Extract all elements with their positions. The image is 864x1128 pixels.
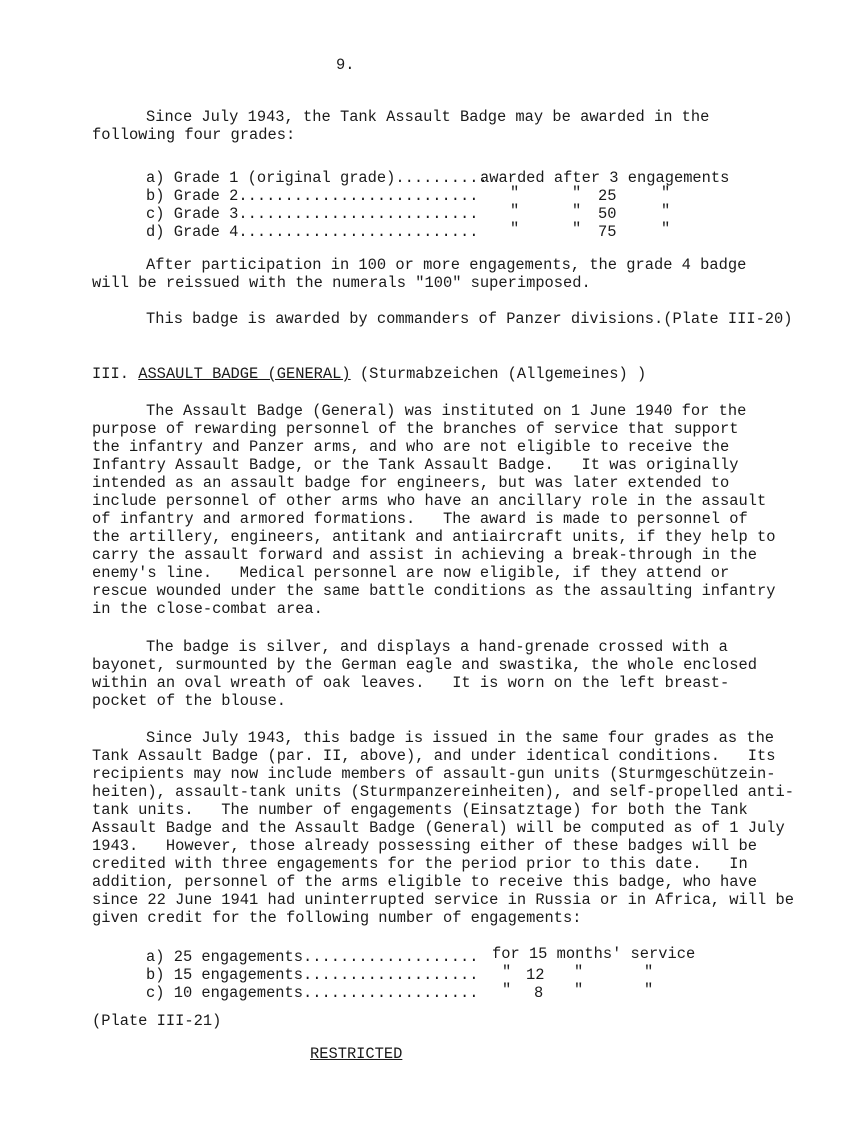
grade-b-number: 25 <box>598 187 617 205</box>
para1-line-8: the artillery, engineers, antitank and antiaircraft units, if they help to <box>92 528 776 546</box>
restricted-footer: RESTRICTED <box>310 1045 403 1063</box>
grade-d-ditto-2: " <box>572 220 582 238</box>
para1-line-12: in the close-combat area. <box>92 600 323 618</box>
para1-line-7: of infantry and armored formations. The award is made to personnel of <box>92 510 748 528</box>
credit-b-ditto-2: " <box>574 963 584 981</box>
para1-line-10: enemy's line. Medical personnel are now eligible, if they attend or <box>92 564 730 582</box>
para1-line-6: include personnel of other arms who have an ancillary role in the assault <box>92 492 767 510</box>
credit-c-ditto-1: " <box>502 981 512 999</box>
para2-line-3: within an oval wreath of oak leaves. It is worn on the left breast- <box>92 674 730 692</box>
credit-a-label: a) 25 engagements................... <box>146 948 479 966</box>
credit-c-months: 8 <box>534 984 544 1002</box>
para1-line-2: purpose of rewarding personnel of the branches of service that support <box>92 420 739 438</box>
grade-c-ditto-2: " <box>572 202 582 220</box>
para1-line-4: Infantry Assault Badge, or the Tank Assault Badge. It was originally <box>92 456 739 474</box>
credit-c-label: c) 10 engagements................... <box>146 984 479 1002</box>
after-line-1: After participation in 100 or more engagements, the grade 4 badge <box>146 256 747 274</box>
grade-b-ditto-3: " <box>661 184 671 202</box>
para3-line-7: 1943. However, those already possessing either of these badges will be <box>92 837 757 855</box>
section-number: III. <box>92 365 129 383</box>
credit-c-ditto-2: " <box>574 981 584 999</box>
grade-d-label: d) Grade 4.......................... <box>146 223 479 241</box>
section-title: ASSAULT BADGE (GENERAL) <box>138 365 351 383</box>
grade-c-ditto-1: " <box>510 202 520 220</box>
credit-b-label: b) 15 engagements................... <box>146 966 479 984</box>
grade-a-label: a) Grade 1 (original grade).......... <box>146 169 488 187</box>
grade-c-number: 50 <box>598 205 617 223</box>
plate-reference: (Plate III-21) <box>92 1012 222 1030</box>
grade-a-when: awarded after 3 engagements <box>480 169 730 187</box>
para1-line-1: The Assault Badge (General) was instituted on 1 June 1940 for the <box>146 402 747 420</box>
para3-line-11: given credit for the following number of engagements: <box>92 909 582 927</box>
para1-line-3: the infantry and Panzer arms, and who are not eligible to receive the <box>92 438 730 456</box>
credit-a-text: for 15 months' service <box>492 945 696 963</box>
para3-line-9: addition, personnel of the arms eligible to receive this badge, who have <box>92 873 757 891</box>
para3-line-8: credited with three engagements for the period prior to this date. In <box>92 855 748 873</box>
para3-line-5: tank units. The number of engagements (Einsatztage) for both the Tank <box>92 801 748 819</box>
credit-b-ditto-1: " <box>502 963 512 981</box>
section-subtitle: (Sturmabzeichen (Allgemeines) ) <box>359 365 647 383</box>
grade-c-ditto-3: " <box>661 202 671 220</box>
grade-d-number: 75 <box>598 223 617 241</box>
grade-d-ditto-3: " <box>661 220 671 238</box>
para3-line-3: recipients may now include members of assault-gun units (Sturmgeschützein- <box>92 765 776 783</box>
intro-line-1: Since July 1943, the Tank Assault Badge may be awarded in the <box>146 108 710 126</box>
para3-line-10: since 22 June 1941 had uninterrupted service in Russia or in Africa, will be <box>92 891 794 909</box>
grade-b-label: b) Grade 2.......................... <box>146 187 479 205</box>
credit-b-ditto-3: " <box>644 963 654 981</box>
para2-line-4: pocket of the blouse. <box>92 692 286 710</box>
para3-line-2: Tank Assault Badge (par. II, above), and under identical conditions. Its <box>92 747 776 765</box>
section-heading <box>92 365 646 383</box>
grade-d-ditto-1: " <box>510 220 520 238</box>
after-line-2: will be reissued with the numerals "100" superimposed. <box>92 274 591 292</box>
credit-b-months: 12 <box>526 966 545 984</box>
para3-line-1: Since July 1943, this badge is issued in the same four grades as the <box>146 729 775 747</box>
para1-line-9: carry the assault forward and assist in achieving a break-through in the <box>92 546 757 564</box>
awarded-line: This badge is awarded by commanders of Panzer divisions.(Plate III-20) <box>146 310 793 328</box>
grade-b-ditto-1: " <box>510 184 520 202</box>
para3-line-6: Assault Badge and the Assault Badge (General) will be computed as of 1 July <box>92 819 785 837</box>
grade-b-ditto-2: " <box>572 184 582 202</box>
grade-c-label: c) Grade 3.......................... <box>146 205 479 223</box>
para2-line-2: bayonet, surmounted by the German eagle and swastika, the whole enclosed <box>92 656 757 674</box>
para1-line-11: rescue wounded under the same battle conditions as the assaulting infantry <box>92 582 776 600</box>
para1-line-5: intended as an assault badge for engineers, but was later extended to <box>92 474 730 492</box>
intro-line-2: following four grades: <box>92 126 296 144</box>
para3-line-4: heiten), assault-tank units (Sturmpanzereinheiten), and self-propelled anti- <box>92 783 794 801</box>
credit-c-ditto-3: " <box>644 981 654 999</box>
para2-line-1: The badge is silver, and displays a hand-grenade crossed with a <box>146 638 728 656</box>
page-number: 9. <box>336 56 355 74</box>
